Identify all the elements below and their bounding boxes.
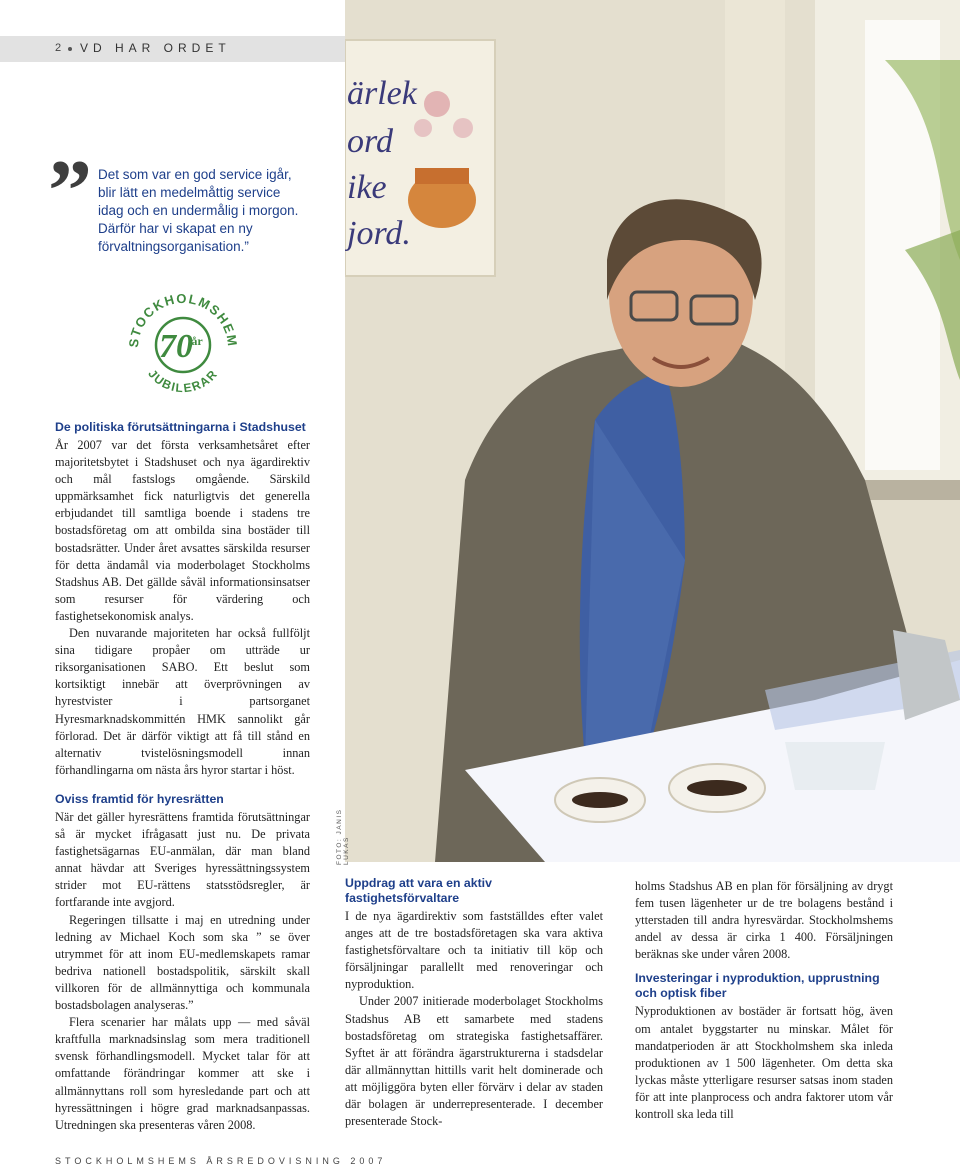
article-paragraph: Flera scenarier har målats upp — med såväl kraftfulla marknadsinslag som mera traditionell svensk förhandlingsmodell. Mycket talar för att omfattande förändringar kommer att ske i allmännyttans roll som hyresledande part och att hyressättningen i högre grad marknadsanpassas. Utredningen ska presenteras våren 2008. (55, 1015, 310, 1132)
article-investments (635, 878, 893, 1123)
logo-ring-text: STOCKHOLMSHEM (125, 290, 241, 349)
svg-text:jord.: jord. (347, 215, 411, 252)
article-task (345, 876, 603, 1130)
photo-credit: FOTO: JANIS LUKAS (336, 808, 350, 865)
article-paragraph: Nyproduktionen av bostäder är fortsatt hög, även om antalet byggstarter nu minskar. Målet för mandatperioden är att Stockholmshem ska inleda produktionen av 1 500 lägenheter. Om detta ska lyckas måste ytterligare resurser satsas inom staden för att inte planprocess och andra faktorer utom vår kontroll ska leda till (635, 1004, 893, 1122)
article-heading: Oviss framtid för hyresrätten (55, 792, 224, 806)
svg-text:ike: ike (347, 169, 387, 206)
article-heading: Uppdrag att vara en aktiv fastighetsförvaltare (345, 876, 492, 905)
portrait-photo (345, 0, 960, 862)
section-title: VD HAR ORDET (80, 41, 231, 55)
bullet-dot (68, 47, 72, 51)
logo-bottom-text: JUBILERAR (145, 366, 221, 396)
article-heading: De politiska förutsättningarna i Stadshuset (55, 420, 306, 434)
article-paragraph: När det gäller hyresrättens framtida förutsättningar så är mycket ifrågasatt just nu. De privata fastighetsägarnas EU-anmälan, där man bland annat hävdar att Sveriges hyressättningssystem strider mot EU-rättens statsstödsregler, är fortfarande inte avgjord. (55, 810, 310, 910)
article-paragraph: holms Stadshus AB en plan för försäljning av drygt fem tusen lägenheter ur de tre bolagens bestånd i ytterstaden till andra hyresvärdar. Stockholmshems andel av dessa är cirka 1 400. Försäljningen beräknas ske under våren 2008. (635, 879, 893, 962)
pull-quote: Det som var en god service igår, blir lätt en medelmåttig service idag och en undermålig i morgon. Därför har vi skapat en ny förvaltningsorganisation.” (98, 167, 299, 254)
page-number: 2 (55, 42, 62, 54)
anniversary-logo (120, 282, 246, 408)
article-future (55, 792, 310, 1134)
article-politics (55, 420, 310, 779)
article-paragraph: Regeringen tillsatte i maj en utredning under ledning av Michael Koch som ska ” se över utrymmet för att inom EU-medlemskapets ramar bedriva nationell bostadspolitik, särskilt skall villkoren för de allmännyttiga och kommunala bostadsbolagen analyseras.” (55, 912, 310, 1013)
svg-text:ord: ord (347, 123, 393, 160)
article-paragraph: Den nuvarande majoriteten har också fullföljt sina tidigare propåer om utträde ur riksorganisationen SABO. Ett beslut som kortsiktigt innebär att överprövningen av hyrestvister i partsorganet Hyresmarknadskommittén HMK sannolikt går förlorad. Det är därför viktigt att få till stånd en alternativ tvistelösningsmodell innan förhandlingarna om nästa års hyror startar i höst. (55, 626, 310, 777)
article-paragraph: År 2007 var det första verksamhetsåret efter majoritetsbytet i Stadshuset och nya ägardirektiv och mål fastslogs omgående. Särskild uppmärksamhet fick naturligtvis det generella erbjudandet till samtliga boende i stadens tre bostadsföretag om att ombilda sina bostäder till bostadsrätter. Under året avsattes särskilda resurser för detta ändamål via moderbolaget Stockholms Stadshus AB. Det gällde såväl informationsinsatser som resurser för värdering och fastighetsekonomisk analys. (55, 438, 310, 623)
section-header-bar (0, 36, 345, 62)
anniversary-logo-graphic (120, 282, 246, 408)
article-paragraph: I de nya ägardirektiv som fastställdes efter valet anges att de tre bostadsföretagen ska vara aktiva fastighetsförvaltare och ta initiativ till köp och försäljningar parallellt med renoveringar och nyproduktion. (345, 909, 603, 992)
logo-unit: år (191, 334, 203, 348)
article-paragraph: Under 2007 initierade moderbolaget Stockholms Stadshus AB ett samarbete med stadens bostadsföretag om strategiska fastighetsaffärer. Syftet är att förändra ägarstrukturerna i stadsdelar där allmännyttan hittills varit helt dominerade och att möjliggöra byten eller förvärv i delar av staden där bolagen är underrepresenterade. I december presenterade Stock- (345, 994, 603, 1129)
portrait-photo-graphic (345, 0, 960, 862)
article-heading: Investeringar i nyproduktion, upprustning och optisk fiber (635, 971, 880, 1001)
page-footer: STOCKHOLMSHEMS ÅRSREDOVISNING 2007 (55, 1156, 387, 1166)
quote-mark-icon: ” (48, 143, 92, 240)
svg-text:ärlek: ärlek (347, 75, 417, 112)
logo-number: 70 (159, 328, 193, 365)
